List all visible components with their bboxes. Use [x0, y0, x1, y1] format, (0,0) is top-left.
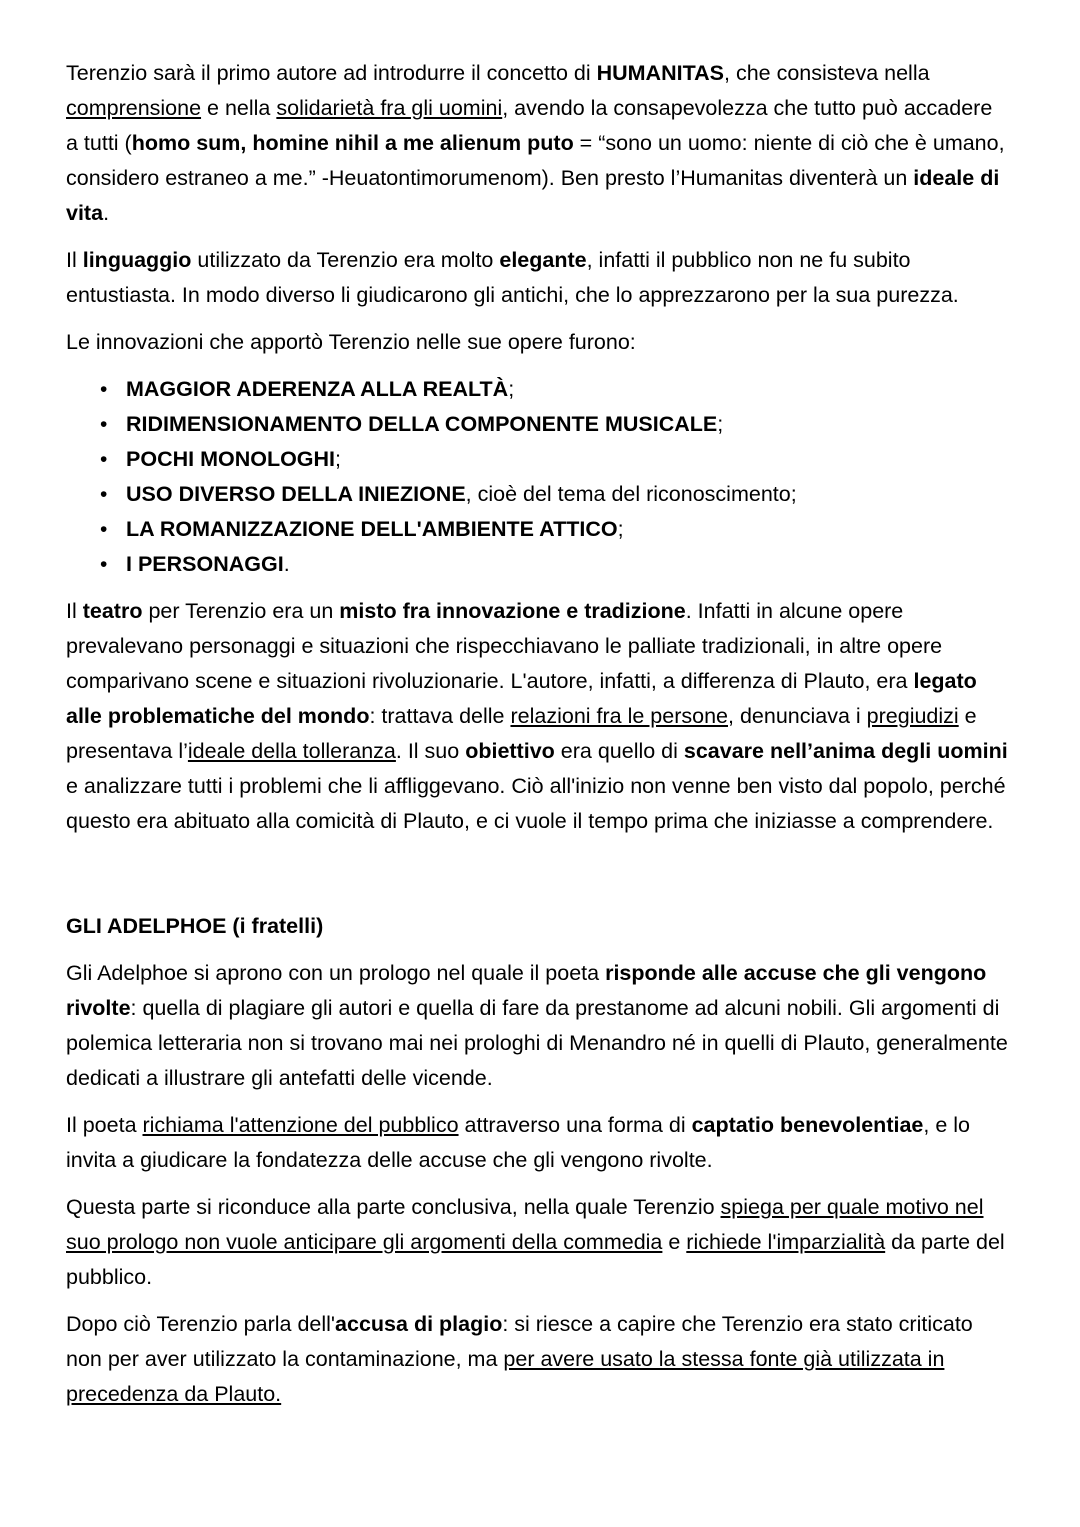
- text-run: , denunciava i: [728, 704, 867, 728]
- underlined-run: comprensione: [66, 96, 202, 120]
- list-item: [66, 512, 1008, 547]
- bold-run: accusa di plagio: [335, 1312, 503, 1336]
- list-item-text: [126, 412, 723, 436]
- list-item: [66, 442, 1008, 477]
- paragraph-adelphoe-prologo: [66, 956, 1008, 1096]
- text-run: , e lo invita a giudicare la fondatezza delle accuse che gli vengono rivolte.: [66, 1113, 970, 1172]
- innovations-list: [66, 372, 1008, 582]
- text-run: Il poeta: [66, 1113, 143, 1137]
- text-run: Gli Adelphoe si aprono con un prologo nel quale il poeta: [66, 961, 606, 985]
- text-run: Il: [66, 599, 83, 623]
- bold-run: obiettivo: [465, 739, 555, 763]
- list-item-text: [126, 552, 290, 576]
- paragraph-linguaggio: [66, 243, 1008, 313]
- text-run: ;: [508, 377, 515, 401]
- text-run: ;: [717, 412, 724, 436]
- underlined-run: solidarietà fra gli uomini: [276, 96, 503, 120]
- text-run: ;: [617, 517, 624, 541]
- underlined-run: ideale della tolleranza: [187, 739, 396, 763]
- text-run: , avendo la consapevolezza che tutto può accadere a tutti (: [66, 96, 993, 155]
- bold-run: HUMANITAS: [596, 61, 724, 85]
- text-run: e presentava l’: [66, 704, 977, 763]
- text-run: , infatti il pubblico non ne fu subito entustiasta. In modo diverso li giudicarono gli antichi, che lo apprezzarono per la sua purezza.: [66, 248, 959, 307]
- text-run: Dopo ciò Terenzio parla dell': [66, 1312, 336, 1336]
- text-run: era quello di: [554, 739, 684, 763]
- heading-gli-adelphoe: GLI ADELPHOE (i fratelli): [66, 914, 324, 938]
- text-run: utilizzato da Terenzio era molto: [191, 248, 500, 272]
- bold-run: MAGGIOR ADERENZA ALLA REALTÀ: [126, 377, 509, 401]
- bullet-icon: •: [100, 378, 108, 401]
- text-run: Questa parte si riconduce alla parte conclusiva, nella quale Terenzio: [66, 1195, 721, 1219]
- text-run: , cioè del tema del riconoscimento;: [465, 482, 797, 506]
- text-run: Le innovazioni che apportò Terenzio nelle sue opere furono:: [66, 330, 636, 354]
- bold-run: POCHI MONOLOGHI: [126, 447, 336, 471]
- underlined-run: relazioni fra le persone: [510, 704, 728, 728]
- bold-run: legato alle problematiche del mondo: [66, 669, 977, 728]
- underlined-run: richiede l'imparzialità: [686, 1230, 886, 1254]
- bold-run: teatro: [82, 599, 143, 623]
- bold-run: USO DIVERSO DELLA INIEZIONE: [126, 482, 466, 506]
- paragraph-accusa-di-plagio: [66, 1307, 1008, 1412]
- bold-run: linguaggio: [82, 248, 192, 272]
- bold-run: RIDIMENSIONAMENTO DELLA COMPONENTE MUSICALE: [126, 412, 718, 436]
- list-item-text: [126, 517, 624, 541]
- paragraph-parte-conclusiva: [66, 1190, 1008, 1295]
- text-run: : si riesce a capire che Terenzio era stato criticato non per aver utilizzato la contaminazione, ma: [66, 1312, 973, 1371]
- underlined-run: per avere usato la stessa fonte già utilizzata in precedenza da Plauto.: [66, 1347, 945, 1406]
- text-run: e: [662, 1230, 687, 1254]
- text-run: , che consisteva nella: [724, 61, 930, 85]
- paragraph-humanitas: [66, 56, 1008, 231]
- bold-run: ideale di vita: [66, 166, 1000, 225]
- bold-run: elegante: [499, 248, 587, 272]
- text-run: ;: [335, 447, 342, 471]
- text-run: : quella di plagiare gli autori e quella di fare da prestanome ad alcuni nobili. Gli argomenti di polemica letteraria non si trovano mai nei prologhi di Menandro né in quelli di Plauto, generalmente dedicati a illustrare gli antefatti delle vicende.: [66, 996, 1008, 1090]
- list-item: [66, 547, 1008, 582]
- paragraph-captatio-benevolentiae: [66, 1108, 1008, 1178]
- text-run: Terenzio sarà il primo autore ad introdurre il concetto di: [66, 61, 597, 85]
- text-run: : trattava delle: [369, 704, 511, 728]
- section-spacer: [66, 851, 1008, 909]
- bullet-icon: •: [100, 483, 108, 506]
- bold-run: scavare nell’anima degli uomini: [683, 739, 1008, 763]
- bold-run: risponde alle accuse che gli vengono rivolte: [66, 961, 987, 1020]
- bold-run: misto fra innovazione e tradizione: [339, 599, 686, 623]
- text-run: .: [103, 201, 110, 225]
- bullet-icon: •: [100, 448, 108, 471]
- text-run: e nella: [201, 96, 277, 120]
- bullet-icon: •: [100, 553, 108, 576]
- bold-run: I PERSONAGGI: [126, 552, 284, 576]
- bold-run: homo sum, homine nihil a me alienum puto: [131, 131, 574, 155]
- text-run: Il: [66, 248, 83, 272]
- underlined-run: spiega per quale motivo nel suo prologo non vuole anticipare gli argomenti della commedia: [66, 1195, 984, 1254]
- list-item: [66, 372, 1008, 407]
- bold-run: captatio benevolentiae: [691, 1113, 924, 1137]
- text-run: .: [283, 552, 290, 576]
- bold-run: LA ROMANIZZAZIONE DELL'AMBIENTE ATTICO: [126, 517, 618, 541]
- bullet-icon: •: [100, 518, 108, 541]
- bullet-icon: •: [100, 413, 108, 436]
- text-run: da parte del pubblico.: [66, 1230, 1005, 1289]
- paragraph-innovazioni-intro: [66, 325, 1008, 360]
- paragraph-teatro: [66, 594, 1008, 839]
- document-body: [66, 56, 1008, 1412]
- underlined-run: richiama l'attenzione del pubblico: [142, 1113, 459, 1137]
- text-run: . Il suo: [395, 739, 466, 763]
- list-item: [66, 407, 1008, 442]
- text-run: = “sono un uomo: niente di ciò che è umano, considero estraneo a me.” -Heuatontimorumenom). Ben presto l’Humanitas diventerà un: [66, 131, 1005, 190]
- text-run: attraverso una forma di: [458, 1113, 692, 1137]
- text-run: per Terenzio era un: [142, 599, 340, 623]
- text-run: . Infatti in alcune opere prevalevano personaggi e situazioni che rispecchiavano le palliate tradizionali, in altre opere comparivano scene e situazioni rivoluzionarie. L'autore, infatti, a differenza di Plauto, era: [66, 599, 943, 693]
- list-item-text: [126, 377, 514, 401]
- text-run: e analizzare tutti i problemi che li affliggevano. Ciò all'inizio non venne ben visto dal popolo, perché questo era abituato alla comicità di Plauto, e ci vuole il tempo prima che iniziasse a comprendere.: [66, 774, 1006, 833]
- underlined-run: pregiudizi: [866, 704, 959, 728]
- list-item: [66, 477, 1008, 512]
- list-item-text: [126, 482, 797, 506]
- list-item-text: [126, 447, 341, 471]
